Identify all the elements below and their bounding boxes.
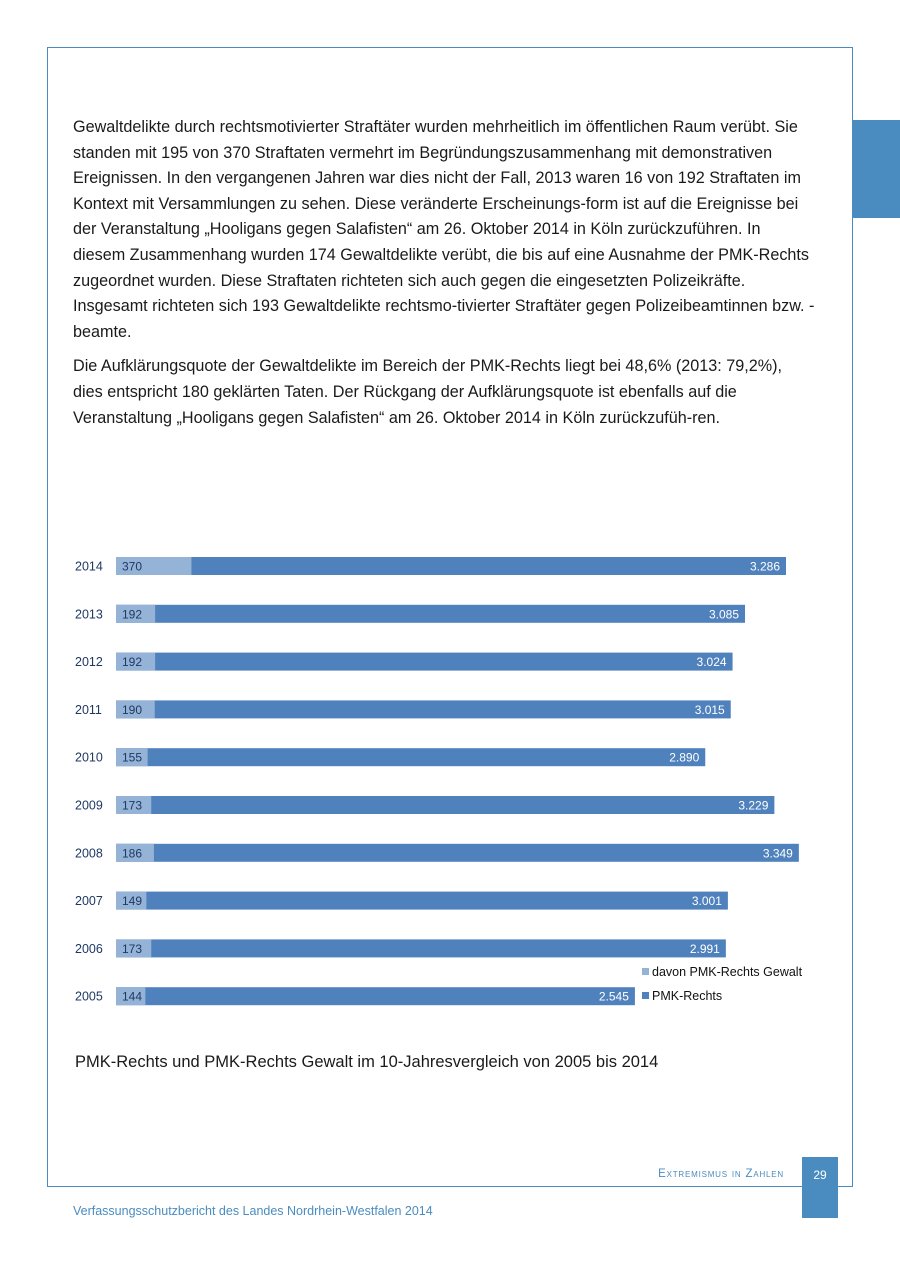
bar-pmk-rechts [116,653,733,671]
bar-chart [60,545,840,1025]
data-label-gewalt: 186 [122,846,143,861]
legend-label-total: PMK-Rechts [652,989,723,1003]
legend-label-gewalt: davon PMK-Rechts Gewalt [652,965,803,979]
data-label-total: 3.349 [762,846,793,861]
year-label: 2014 [75,559,103,574]
data-label-total: 2.991 [689,941,720,956]
data-label-gewalt: 192 [122,655,143,670]
year-label: 2012 [75,655,103,670]
data-label-total: 3.015 [694,702,725,717]
year-label: 2009 [75,798,103,813]
legend-swatch-gewalt [642,968,649,975]
year-label: 2006 [75,941,103,956]
bar-pmk-rechts [116,796,774,814]
legend-swatch-total [642,992,649,999]
year-label: 2007 [75,894,103,909]
data-label-gewalt: 173 [122,941,143,956]
data-label-total: 3.085 [708,607,740,622]
bar-pmk-rechts [116,605,745,623]
year-label: 2005 [75,989,103,1004]
bar-pmk-rechts [116,892,728,910]
data-label-total: 3.229 [738,798,769,813]
data-label-gewalt: 192 [122,607,143,622]
data-label-gewalt: 149 [122,894,143,909]
data-label-total: 2.545 [598,989,629,1004]
chapter-tab [853,120,900,218]
page-number: 29 [802,1157,838,1218]
data-label-total: 3.286 [749,559,780,574]
year-label: 2010 [75,750,103,765]
year-label: 2013 [75,607,103,622]
year-label: 2011 [75,702,102,717]
year-label: 2008 [75,846,103,861]
bar-pmk-rechts [116,700,731,718]
data-label-total: 3.024 [696,655,727,670]
data-label-gewalt: 144 [122,989,143,1004]
data-label-total: 3.001 [691,894,722,909]
section-label: Extremismus in Zahlen [658,1168,784,1180]
data-label-gewalt: 155 [122,750,143,765]
bar-pmk-rechts [116,748,705,766]
body-text [73,115,815,440]
paragraph-1: Gewaltdelikte durch rechtsmotivierter Straftäter wurden mehrheitlich im öffentlichen Raum verübt. Sie standen mit 195 von 370 Straftaten vermehrt im Begründungszusammenhang mit demonstrativen Ereignissen. In den vergangenen Jahren war dies nicht der Fall, 2013 waren 16 von 192 Straftaten im Kontext mit Versammlungen zu sehen. Diese veränderte Erscheinungs-form ist auf die Ereignisse bei der Veranstaltung „Hooligans gegen Salafisten“ am 26. Oktober 2014 in Köln zurückzuführen. In diesem Zusammenhang wurden 174 Gewaltdelikte verübt, die bis auf eine Ausnahme der PMK-Rechts zugeordnet wurden. Diese Straftaten richteten sich auch gegen die eingesetzten Polizeikräfte. Insgesamt richteten sich 193 Gewaltdelikte rechtsmo-tivierter Straftäter gegen Polizeibeamtinnen bzw. -beamte. [73,118,815,341]
chart-caption: PMK-Rechts und PMK-Rechts Gewalt im 10-Jahresvergleich von 2005 bis 2014 [75,1053,659,1071]
bar-pmk-rechts [116,844,799,862]
paragraph-2: Die Aufklärungsquote der Gewaltdelikte im Bereich der PMK-Rechts liegt bei 48,6% (2013: 79,2%), dies entspricht 180 geklärten Taten. Der Rückgang der Aufklärungsquote ist ebenfalls auf die Veranstaltung „Hooligans gegen Salafisten“ am 26. Oktober 2014 in Köln zurückzufüh-ren. [73,357,783,427]
footer-text: Verfassungsschutzbericht des Landes Nordrhein-Westfalen 2014 [73,1204,433,1218]
bar-pmk-rechts [116,987,635,1005]
bar-pmk-rechts [116,939,726,957]
bar-pmk-rechts [116,557,786,575]
data-label-gewalt: 190 [122,702,143,717]
data-label-gewalt: 370 [122,559,143,574]
data-label-gewalt: 173 [122,798,143,813]
data-label-total: 2.890 [669,750,700,765]
bar-chart-svg [60,545,840,1025]
